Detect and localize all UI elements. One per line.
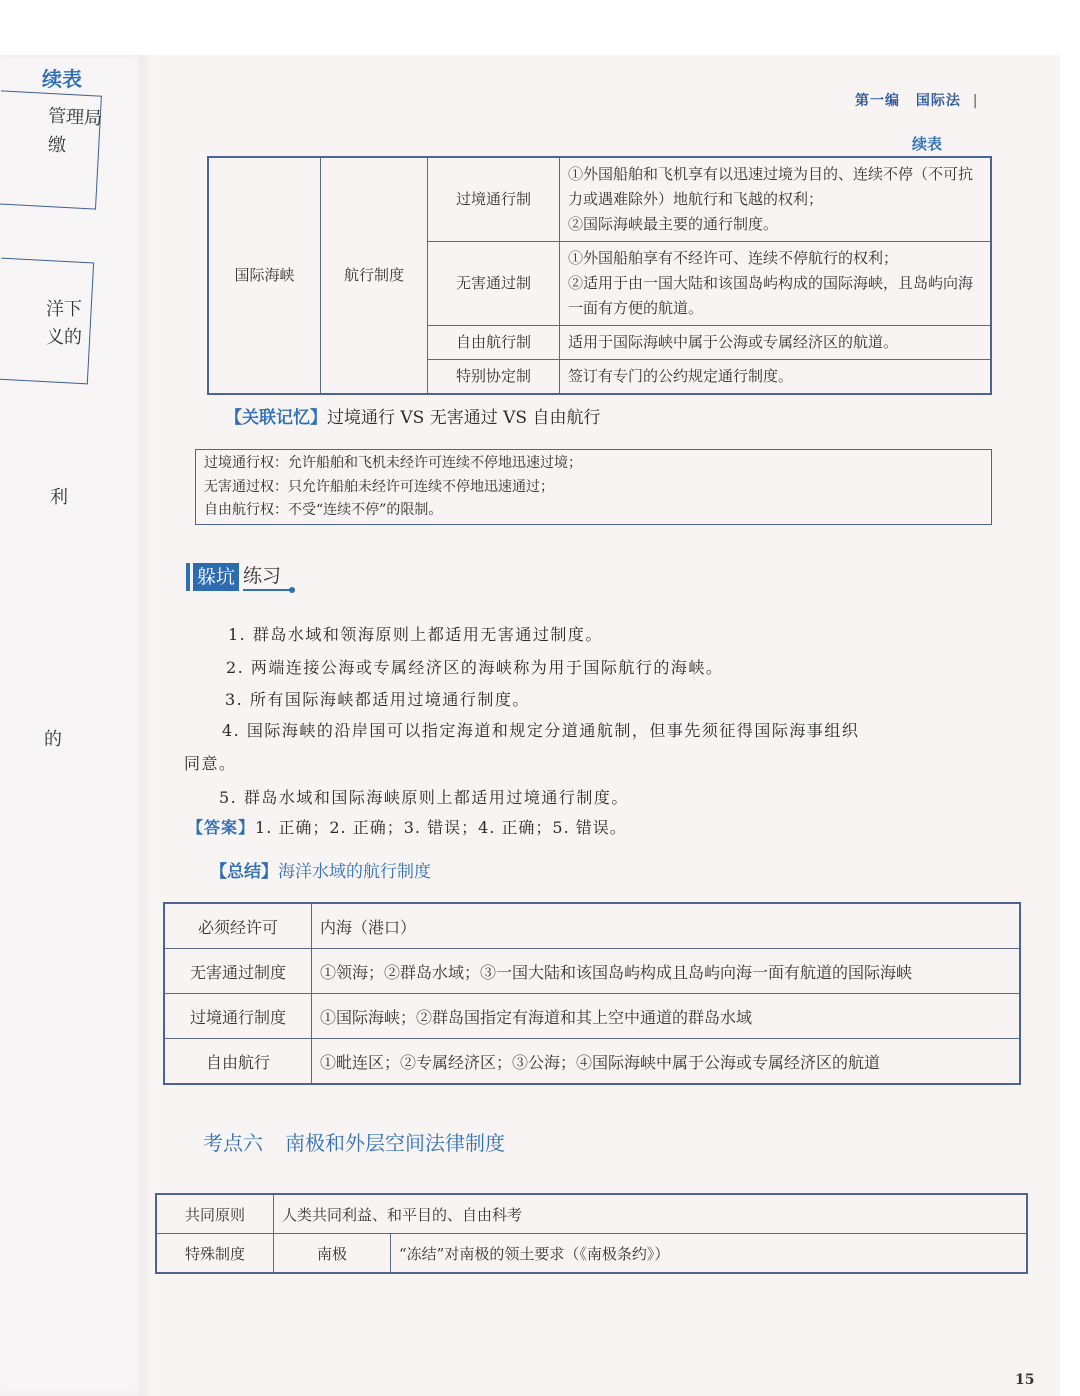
left-page-fragment-2: 缴	[48, 135, 66, 156]
regime-content-cell: 适用于国际海峡中属于公海或专属经济区的航道。	[560, 326, 992, 360]
practice-question-4-cont: 同意。	[184, 754, 237, 773]
left-page	[0, 55, 148, 1396]
left-page-title-fragment: 续表	[42, 67, 82, 91]
practice-question-4: 4. 国际海峡的沿岸国可以指定海道和规定分道通航制，但事先须征得国际海事组织	[222, 721, 860, 740]
table-row	[164, 903, 1020, 949]
practice-label-text: 练习	[243, 565, 282, 587]
table-row	[156, 1234, 1027, 1274]
recall-line: 无害通过权：只允许船舶未经许可连续不停地迅速通过；	[204, 478, 554, 495]
antarctic-space-table	[155, 1193, 1028, 1274]
answer-text: 1. 正确；2. 正确；3. 错误；4. 正确；5. 错误。	[255, 818, 627, 837]
table-row	[164, 949, 1020, 994]
regime-content-line: ①外国船舶享有不经许可、连续不停航行的权利；	[568, 249, 899, 267]
practice-question-5: 5. 群岛水域和国际海峡原则上都适用过境通行制度。	[219, 788, 629, 807]
regime-name-cell: 自由航行制	[428, 326, 560, 360]
regime-name-cell: 过境通行制	[428, 157, 560, 242]
practice-accent-bar	[186, 563, 190, 591]
summary-heading	[210, 857, 431, 882]
recall-title: 过境通行 VS 无害通过 VS 自由航行	[327, 408, 601, 428]
answer-tag: 【答案】	[187, 818, 256, 837]
regime-content-line: ②适用于由一国大陆和该国岛屿构成的国际海峡，且岛屿向海一面有方便的航道。	[568, 274, 974, 317]
special-regime-key: 特殊制度	[156, 1234, 274, 1274]
summary-key: 过境通行制度	[164, 994, 312, 1039]
left-page-fragment-1: 管理局	[47, 105, 103, 130]
summary-key: 必须经许可	[164, 903, 312, 949]
header-part: 第一编	[855, 93, 900, 109]
recall-box	[195, 449, 992, 525]
left-page-fragment-6: 的	[44, 729, 62, 750]
practice-question-2: 2. 两端连接公海或专属经济区的海峡称为用于国际航行的海峡。	[226, 658, 724, 677]
practice-answer	[187, 815, 627, 838]
practice-badge: 躲坑	[193, 563, 239, 591]
special-regime-sub: 南极	[274, 1234, 391, 1274]
practice-label	[243, 563, 295, 591]
regime-content-line: ①外国船舶和飞机享有以迅速过境为目的、连续不停（不可抗力或遇难除外）地航行和飞越的权利；	[568, 165, 974, 208]
summary-table	[163, 902, 1021, 1085]
regime-content-line: ②国际海峡最主要的通行制度。	[568, 215, 779, 233]
summary-value: ①领海；②群岛水域；③一国大陆和该国岛屿构成且岛屿向海一面有航道的国际海峡	[312, 949, 1021, 994]
table-row	[208, 157, 991, 242]
section-title: 南极和外层空间法律制度	[285, 1131, 505, 1155]
table-row	[156, 1194, 1027, 1234]
summary-tag: 【总结】	[210, 862, 278, 882]
strait-navigation-table	[207, 156, 992, 395]
section-heading	[203, 1127, 505, 1156]
page-number: 15	[1015, 1372, 1035, 1388]
regime-content-cell	[560, 242, 992, 326]
running-header	[855, 90, 978, 110]
regime-category-cell: 航行制度	[321, 157, 428, 394]
left-page-fragment-5: 利	[50, 487, 68, 508]
recall-line: 过境通行权：允许船舶和飞机未经许可连续不停地迅速过境；	[204, 455, 582, 471]
special-regime-value: “冻结”对南极的领土要求（《南极条约》）	[391, 1234, 1028, 1274]
header-chapter: 国际法	[915, 93, 961, 109]
practice-question-1: 1. 群岛水域和领海原则上都适用无害通过制度。	[228, 625, 603, 644]
recall-tag: 【关联记忆】	[225, 408, 327, 428]
principle-value: 人类共同利益、和平目的、自由科考	[274, 1194, 1028, 1234]
regime-content-cell: 签订有专门的公约规定通行制度。	[560, 360, 992, 395]
strait-cell: 国际海峡	[208, 157, 321, 394]
table-row	[164, 994, 1020, 1039]
recall-line: 自由航行权：不受“连续不停”的限制。	[204, 502, 443, 518]
practice-question-3: 3. 所有国际海峡都适用过境通行制度。	[225, 690, 530, 709]
summary-value: ①国际海峡；②群岛国指定有海道和其上空中通道的群岛水域	[312, 994, 1021, 1039]
regime-content-cell	[560, 157, 992, 242]
principle-key: 共同原则	[156, 1194, 274, 1234]
table-row	[164, 1039, 1020, 1085]
background-top	[0, 0, 1080, 55]
practice-heading	[186, 562, 295, 592]
left-page-fragment-3: 洋下	[46, 299, 82, 320]
practice-underline-dot	[289, 587, 295, 593]
recall-heading	[225, 403, 600, 428]
left-page-fragment-4: 义的	[46, 327, 82, 348]
section-number: 考点六	[203, 1131, 263, 1155]
summary-key: 无害通过制度	[164, 949, 312, 994]
summary-value: ①毗连区；②专属经济区；③公海；④国际海峡中属于公海或专属经济区的航道	[312, 1039, 1021, 1085]
regime-name-cell: 特别协定制	[428, 360, 560, 395]
summary-key: 自由航行	[164, 1039, 312, 1085]
summary-title: 海洋水域的航行制度	[278, 862, 431, 882]
regime-name-cell: 无害通过制	[428, 242, 560, 326]
continued-label: 续表	[912, 135, 943, 153]
summary-value: 内海（港口）	[312, 903, 1021, 949]
header-separator: |	[972, 93, 979, 109]
